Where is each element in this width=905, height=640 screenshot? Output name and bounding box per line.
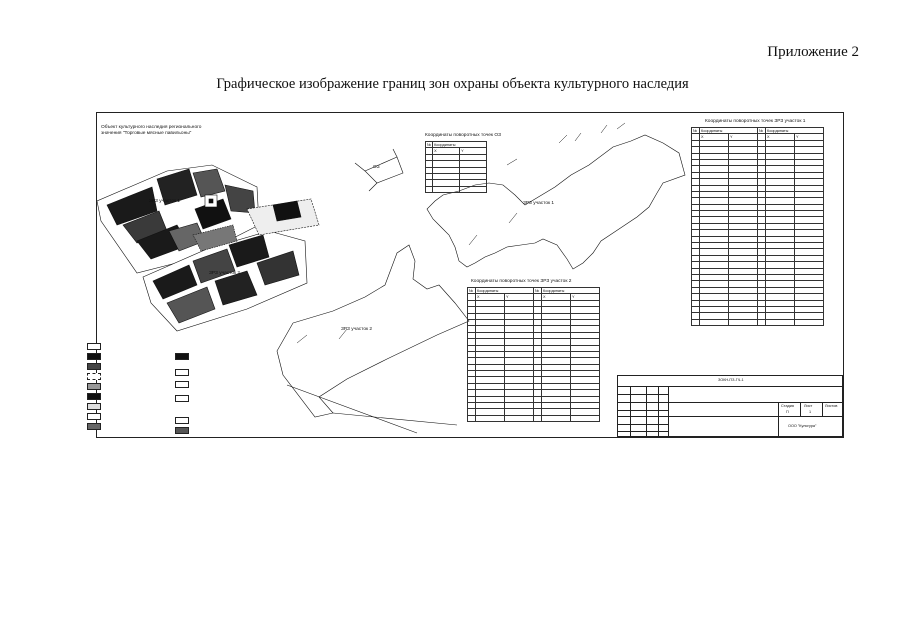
object-caption: Объект культурного наследия регионального значения "Торговые мясные павильоны" bbox=[101, 125, 202, 136]
city-plan bbox=[97, 165, 319, 331]
oz-table-title: Координаты поворотных точек ОЗ bbox=[425, 133, 501, 138]
zrz1-coordinates-table: № Координаты № Координаты X Y X Y bbox=[691, 127, 824, 326]
oz-coordinates-table: № Координаты X Y bbox=[425, 141, 487, 193]
zrz2-coordinates-table: № Координаты № Координаты X Y X Y bbox=[467, 287, 600, 422]
stamp-sheet: Лист bbox=[804, 404, 813, 408]
zrz2-table-title: Координаты поворотных точек ЗРЗ участок 2 bbox=[471, 279, 572, 284]
stamp-organization: ООО "Культура" bbox=[788, 424, 817, 428]
stamp-stage-value: П bbox=[786, 410, 789, 414]
drawing-sheet bbox=[96, 112, 844, 438]
zone2-map-label: ЗРЗ участок 2 bbox=[209, 271, 241, 276]
zrz1-table-title: Координаты поворотных точек ЗРЗ участок 1 bbox=[705, 119, 806, 124]
page-title: Графическое изображение границ зон охраны объекта культурного наследия bbox=[216, 76, 689, 92]
stamp-sheets: Листов bbox=[825, 404, 838, 408]
stamp-sheet-value: 1 bbox=[809, 410, 812, 414]
oz-plot-label: ОЗ bbox=[373, 165, 380, 170]
appendix-label: Приложение 2 bbox=[767, 44, 859, 60]
zone1-plot-label: ЗРЗ участок 1 bbox=[523, 201, 555, 206]
zone1-map-label: ЗРЗ участок 1 bbox=[149, 199, 181, 204]
stamp-stage: Стадия bbox=[781, 404, 794, 408]
zone2-plot-label: ЗРЗ участок 2 bbox=[341, 327, 373, 332]
stamp-code: ЗОКН-ПЗ-ГЧ-1 bbox=[718, 378, 744, 382]
title-block-stamp bbox=[617, 375, 843, 437]
